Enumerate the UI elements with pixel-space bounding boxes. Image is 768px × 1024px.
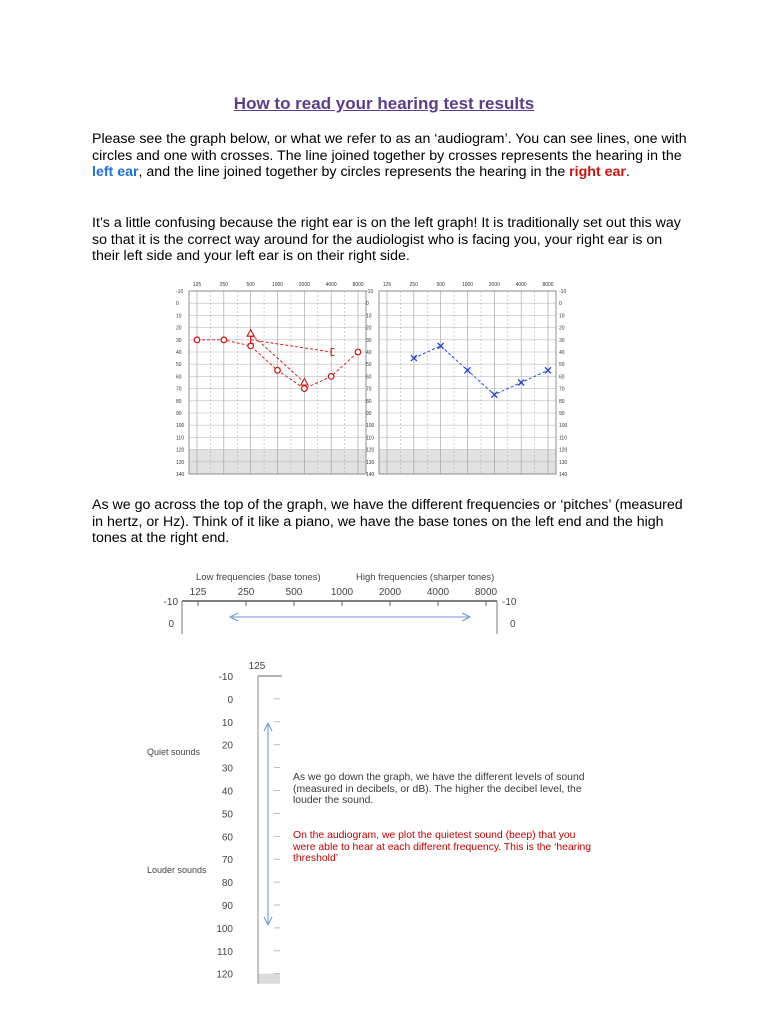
y-tick-label: 20: [366, 325, 372, 332]
y-tick-label-right: 80: [559, 398, 565, 405]
y-tick-label-right: 20: [559, 325, 565, 332]
y-tick-label-right: 120: [559, 447, 568, 454]
y-tick-label: 90: [176, 411, 182, 417]
intro-paragraph: [92, 131, 692, 181]
y-tick-label: 120: [176, 447, 185, 454]
y-tick-label: 10: [176, 313, 182, 320]
x-tick-label: 2000: [298, 282, 310, 288]
y-tick-label: 20: [176, 325, 182, 332]
data-point-circle: [328, 374, 334, 380]
y-tick-label: -10: [366, 289, 374, 295]
x-tick-label: 4000: [325, 282, 337, 288]
y-tick-label-right: 0: [559, 301, 562, 308]
y-tick-label: 80: [176, 398, 182, 405]
y-tick-label: 30: [366, 337, 372, 344]
frequency-label: 2000: [378, 587, 402, 598]
y-tick-label: 70: [366, 386, 372, 393]
frequency-label: 250: [237, 587, 255, 598]
x-tick-label: 8000: [352, 282, 364, 288]
level-tick-label: 120: [216, 969, 233, 981]
level-tick-label: 30: [221, 763, 233, 775]
x-tick-label: 500: [436, 282, 445, 288]
x-tick-label: 8000: [542, 282, 554, 288]
y-tick-label-right: 60: [559, 374, 565, 381]
x-tick-label: 1000: [461, 282, 474, 288]
y-tick-label: 0: [176, 301, 179, 308]
audiogram-left-ear: [366, 279, 592, 479]
level-tick-label: 10: [221, 717, 233, 729]
frequency-label: 500: [285, 587, 303, 598]
y-tick-label: 60: [366, 374, 372, 381]
y-tick-label: 50: [366, 362, 372, 369]
explanation-paragraph: It’s a little confusing because the right ear is on the left graph! It is traditionally set out this way so that it is the correct way around for the audiologist who is facing you, your right ear is on their left side and your left ear is on their right side.: [92, 215, 681, 265]
left-level-label: -10: [163, 597, 178, 608]
level-tick-label: 110: [217, 946, 233, 958]
data-point-circle: [355, 349, 361, 355]
x-tick-label: 125: [382, 282, 392, 288]
louder-sounds-label: Louder sounds: [147, 865, 207, 875]
quiet-sounds-label: Quiet sounds: [147, 747, 201, 757]
page-title: How to read your hearing test results: [233, 94, 535, 113]
y-tick-label: 130: [366, 459, 375, 466]
y-tick-label-right: 140: [559, 472, 568, 478]
level-strip-diagram: [140, 657, 300, 987]
frequency-label: 4000: [426, 587, 450, 598]
right-level-label: 0: [510, 619, 516, 630]
x-tick-label: 1000: [271, 282, 284, 288]
y-tick-label: 90: [366, 411, 372, 417]
frequency-label: 8000: [474, 587, 498, 598]
frequency-strip-diagram: [150, 566, 540, 636]
data-point-triangle: [301, 379, 308, 386]
data-point-circle: [221, 337, 227, 343]
intro-text-c: .: [625, 164, 630, 181]
y-tick-label: 100: [176, 423, 185, 430]
y-tick-label: 80: [366, 398, 372, 405]
y-tick-label: 50: [176, 362, 182, 369]
y-tick-label: 120: [366, 447, 375, 454]
level-tick-label: 50: [221, 809, 233, 821]
y-tick-label-right: 130: [559, 459, 568, 466]
y-tick-label-right: 100: [559, 423, 568, 430]
data-point-circle: [194, 337, 200, 343]
frequency-label: 125: [248, 661, 266, 672]
level-tick-label: 70: [221, 855, 233, 867]
y-tick-label: 0: [366, 301, 369, 308]
level-tick-label: 100: [216, 923, 233, 935]
y-tick-label: 40: [176, 350, 182, 356]
level-tick-label: -10: [218, 672, 233, 683]
level-tick-label: 20: [221, 740, 233, 752]
y-tick-label-right: 30: [559, 337, 565, 344]
y-tick-label-right: 110: [559, 435, 567, 442]
x-tick-label: 500: [246, 282, 255, 288]
left-ear-label: left ear: [92, 164, 139, 181]
low-frequencies-label: Low frequencies (base tones): [196, 572, 321, 583]
right-level-label: -10: [502, 597, 517, 608]
y-tick-label-right: -10: [559, 289, 567, 295]
y-tick-label-right: 40: [559, 350, 565, 356]
data-point-circle: [248, 343, 254, 349]
x-tick-label: 4000: [515, 282, 527, 288]
level-tick-label: 80: [221, 878, 233, 890]
data-point-triangle: [247, 330, 254, 337]
shaded-region: [258, 974, 280, 984]
y-tick-label: 140: [176, 472, 185, 478]
y-tick-label: 10: [366, 313, 372, 320]
frequency-label: 1000: [330, 587, 354, 598]
y-tick-label: 110: [366, 435, 374, 442]
x-tick-label: 2000: [488, 282, 500, 288]
audiogram-right-ear: [176, 279, 374, 479]
y-tick-label: 140: [366, 472, 375, 478]
level-tick-label: 40: [221, 786, 233, 798]
right-ear-label: right ear: [569, 164, 626, 181]
x-tick-label: 250: [409, 282, 419, 288]
y-tick-label: 60: [176, 374, 182, 381]
left-level-label: 0: [168, 619, 174, 630]
threshold-note: On the audiogram, we plot the quietest sound (beep) that you were able to hear at each different frequency. This is the ‘hearing threshold’: [293, 830, 592, 865]
level-tick-label: 0: [227, 694, 233, 706]
data-point-circle: [275, 368, 281, 374]
level-tick-label: 60: [221, 832, 233, 844]
y-tick-label-right: 70: [559, 386, 565, 393]
intro-text-a: Please see the graph below, or what we refer to as an ‘audiogram’. You can see lines, one with circles and one with crosses. The line joined together by crosses represents the hearing in the: [92, 131, 687, 164]
data-point-circle: [302, 386, 308, 392]
y-tick-label-right: 50: [559, 362, 565, 369]
decibel-note: As we go down the graph, we have the different levels of sound (measured in decibels, or dB). The higher the decibel level, the louder the sound.: [293, 772, 585, 807]
x-tick-label: 250: [219, 282, 229, 288]
y-tick-label: 30: [176, 337, 182, 344]
frequency-label: 125: [189, 587, 207, 598]
y-tick-label: 40: [366, 350, 372, 356]
intro-text-b: , and the line joined together by circles represents the hearing in the: [138, 164, 570, 181]
x-tick-label: 125: [192, 282, 202, 288]
y-tick-label: 70: [176, 386, 182, 393]
high-frequencies-label: High frequencies (sharper tones): [356, 572, 495, 583]
frequency-paragraph: As we go across the top of the graph, we have the different frequencies or ‘pitches’ (measured in hertz, or Hz). Think of it like a piano, we have the base tones on the left end and the high tones at the right end.: [92, 497, 683, 547]
y-tick-label: -10: [176, 289, 184, 295]
level-tick-label: 90: [221, 901, 233, 912]
y-tick-label-right: 90: [559, 411, 565, 417]
y-tick-label: 110: [176, 435, 184, 442]
series-line: [251, 340, 332, 352]
y-tick-label: 100: [366, 423, 375, 430]
y-tick-label-right: 10: [559, 313, 565, 320]
y-tick-label: 130: [176, 459, 185, 466]
